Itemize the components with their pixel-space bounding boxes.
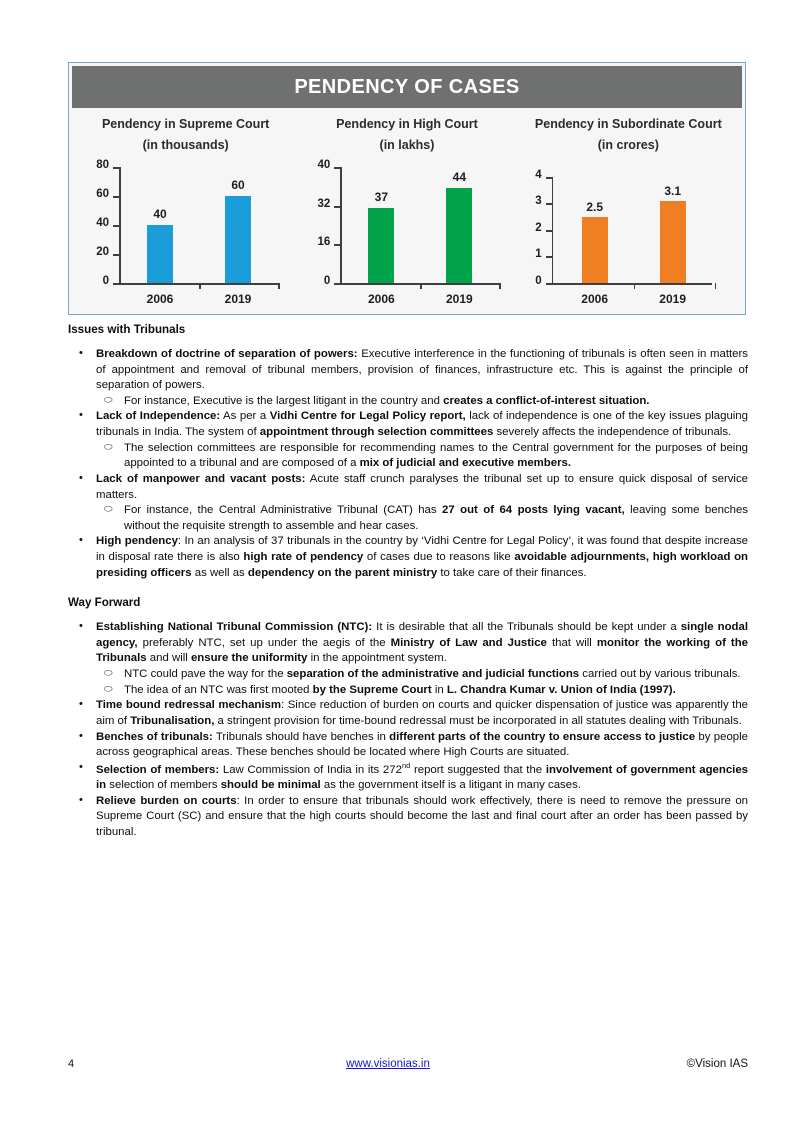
list-item	[68, 620, 748, 698]
bars-area	[342, 167, 500, 283]
y-tick-label: 0	[323, 275, 331, 288]
footer-website[interactable]	[188, 1058, 588, 1070]
sub-bullet-icon: ⬭	[104, 394, 113, 406]
y-tick	[96, 217, 120, 230]
bars-area	[121, 167, 279, 283]
y-tick	[317, 236, 341, 249]
list-item	[68, 472, 748, 535]
sub-bullet-icon: ⬭	[104, 504, 113, 516]
chart-high-court	[296, 114, 517, 307]
list-item	[68, 698, 748, 729]
charts-row	[69, 108, 745, 307]
sub-bullet-icon: ⬭	[104, 441, 113, 453]
y-tick-label: 1	[535, 248, 542, 261]
item-lead: Relieve burden on courts	[96, 794, 237, 807]
bar-2006	[147, 225, 173, 283]
item-body: a stringent provision for time-bound redressal must be incorporated in all statutes dealing with Tribunals.	[214, 714, 742, 727]
issues-list	[68, 347, 748, 581]
x-tick	[420, 283, 422, 289]
bullet-icon: •	[79, 760, 83, 773]
sub-item-bold: mix of judicial and executive members.	[359, 457, 572, 470]
ordinal-suffix: nd	[401, 760, 411, 770]
item-bold: avoidable adjournments, high workload on presiding officers	[96, 551, 748, 579]
sub-item-text: For instance, Executive is the largest litigant in the country and	[124, 394, 444, 407]
y-tick-label: 80	[96, 159, 109, 172]
item-body: : In order to ensure that tribunals should work effectively, there is need to remove the pressure on Supreme Court (SC) and ensure that the high courts should become the last and final court after an order has been passed by tribunal.	[96, 794, 748, 839]
x-axis	[552, 283, 712, 285]
y-tick	[535, 195, 553, 208]
item-body: that will	[546, 636, 597, 649]
y-tick-label: 60	[96, 188, 109, 201]
item-bold: monitor the working of the Tribunals	[96, 636, 749, 665]
x-tick	[634, 283, 636, 289]
chart-subtitle: (in lakhs)	[379, 137, 435, 152]
y-tick	[317, 198, 341, 211]
bar-2019	[660, 201, 686, 283]
heading-way-forward: Way Forward	[68, 596, 141, 610]
item-bold: Ministry of Law and Justice	[390, 636, 547, 649]
sub-item-bold: L. Chandra Kumar v. Union of India (1997).	[446, 683, 676, 696]
list-item-text	[96, 731, 748, 759]
infographic-title: PENDENCY OF CASES	[294, 75, 520, 98]
x-category-label: 2006	[581, 292, 609, 307]
y-tick-label: 40	[317, 159, 331, 172]
footer-copyright: ©Vision IAS	[686, 1058, 748, 1070]
bullet-icon: •	[79, 793, 83, 806]
chart-supreme-court	[75, 114, 296, 307]
bar-2019	[446, 188, 472, 283]
item-bold: involvement of government agencies in	[96, 763, 748, 792]
item-lead: Lack of manpower and vacant posts:	[96, 472, 306, 485]
chart-title: Pendency in Supreme Court	[101, 117, 270, 131]
bullet-icon: •	[79, 620, 83, 633]
sub-item-text: The selection committees are responsible for recommending names to the Central government for the purposes of being appointed to a tribunal and are composed of a	[124, 441, 748, 470]
item-bold: should be minimal	[220, 779, 321, 792]
sub-item-text: NTC could pave the way for the	[124, 668, 287, 680]
sub-list	[96, 441, 748, 472]
sub-item-bold: by the Supreme Court	[312, 683, 432, 696]
sub-list-item	[96, 441, 748, 472]
sub-item-bold: creates a conflict-of-interest situation.	[443, 394, 650, 407]
item-body: by people across geographical areas. These benches should be located where High Courts are situated.	[96, 730, 748, 759]
item-bold: dependency on the parent ministry	[247, 566, 438, 579]
y-tick	[323, 275, 341, 288]
y-tick-label: 4	[535, 169, 542, 182]
item-bold: single nodal agency,	[96, 621, 748, 649]
y-tick	[102, 275, 120, 288]
bar-value-2006: 37	[374, 190, 389, 205]
item-body: As per a	[220, 410, 270, 423]
list-item	[68, 761, 748, 794]
y-tick-label: 2	[535, 222, 542, 235]
list-item-text	[96, 410, 748, 438]
x-tick	[499, 283, 501, 289]
sub-bullet-icon: ⬭	[104, 683, 113, 695]
item-lead: Breakdown of doctrine of separation of powers:	[96, 347, 358, 360]
item-lead: Benches of tribunals:	[96, 730, 213, 743]
sub-item-text: in	[431, 683, 447, 696]
y-tick-label: 32	[317, 198, 331, 211]
item-body: lack of independence is one of the key issues plaguing tribunals in India. The system of	[96, 410, 748, 438]
y-tick	[535, 248, 553, 261]
item-bold: different parts of the country to ensure access to justice	[389, 730, 696, 743]
sub-item-text: For instance, the Central Administrative Tribunal (CAT) has	[124, 504, 443, 517]
y-tick	[317, 159, 341, 172]
sub-list	[96, 503, 748, 534]
bar-value-2019: 60	[231, 178, 245, 193]
y-tick	[96, 188, 120, 201]
bar-2006	[582, 217, 608, 283]
x-category-label: 2006	[367, 292, 395, 307]
x-category-label: 2006	[146, 292, 174, 307]
y-tick-label: 40	[96, 217, 109, 230]
bar-2006	[368, 208, 394, 283]
list-item-text	[96, 621, 748, 664]
y-tick	[96, 159, 120, 172]
plot-area	[75, 159, 296, 307]
item-body: : In an analysis of 37 tribunals in the country by ‘Vidhi Centre for Legal Policy’, it was found that despite increase in disposal rate there is also	[96, 535, 748, 563]
bullet-icon: •	[79, 534, 83, 547]
chart-subordinate-court	[518, 114, 739, 307]
chart-subtitle: (in crores)	[597, 137, 659, 152]
x-tick	[199, 283, 201, 289]
item-body: to take care of their finances.	[437, 566, 587, 579]
y-tick-label: 3	[535, 195, 542, 208]
sub-list	[96, 667, 748, 698]
infographic-header	[72, 66, 742, 108]
item-lead: Time bound redressal mechanism	[96, 699, 282, 712]
item-bold: Tribunalisation,	[130, 714, 215, 727]
item-lead: Establishing National Tribunal Commission (NTC):	[96, 621, 373, 634]
bar-value-2006: 40	[153, 207, 167, 222]
item-lead: High pendency	[96, 535, 178, 548]
item-body: report suggested that the	[410, 763, 546, 776]
y-tick	[535, 222, 553, 235]
item-body: Tribunals should have benches in	[212, 730, 390, 743]
pendency-infographic	[68, 62, 746, 315]
item-body: in the appointment system.	[307, 652, 447, 665]
bullet-icon: •	[79, 346, 83, 359]
sub-item-text: carried out by various tribunals.	[579, 668, 741, 680]
x-category-label: 2019	[659, 292, 687, 307]
footer-website-link[interactable]: www.visionias.in	[346, 1058, 430, 1070]
x-category-label: 2019	[224, 292, 252, 307]
plot-area	[518, 159, 739, 307]
item-lead: Selection of members:	[96, 763, 220, 776]
item-body: as the government itself is a litigant in many cases.	[320, 779, 581, 792]
bar-value-2019: 44	[452, 170, 467, 185]
list-item	[68, 409, 748, 472]
list-item	[68, 534, 748, 581]
item-body: It is desirable that all the Tribunals should be kept under a	[372, 621, 681, 634]
sub-list-item	[96, 683, 748, 699]
item-lead: Lack of Independence:	[96, 410, 221, 423]
list-item-text	[96, 795, 748, 838]
x-tick	[715, 283, 717, 289]
y-tick	[535, 275, 553, 288]
list-item-text	[96, 699, 748, 727]
bar-value-2019: 3.1	[664, 184, 681, 199]
list-item	[68, 347, 748, 410]
item-body: selection of members	[106, 779, 221, 792]
heading-issues-with-tribunals: Issues with Tribunals	[68, 323, 186, 336]
list-item	[68, 730, 748, 761]
bullet-icon: •	[79, 471, 83, 484]
item-bold: ensure the uniformity	[190, 652, 308, 665]
y-tick-label: 16	[317, 236, 331, 249]
list-item-text	[96, 535, 748, 578]
item-body: severely affects the independence of tribunals.	[493, 426, 732, 438]
plot-area	[296, 159, 517, 307]
item-body: as well as	[191, 566, 248, 579]
item-bold: appointment through selection committees	[259, 426, 494, 438]
chart-subtitle: (in thousands)	[142, 137, 229, 152]
x-category-label: 2019	[445, 292, 473, 307]
x-tick	[278, 283, 280, 289]
bullet-icon: •	[79, 698, 83, 711]
item-body: preferably NTC, set up under the aegis of the	[137, 636, 391, 649]
sub-list-item	[96, 394, 748, 410]
sub-item-text: leaving some benches without the requisite strength to assemble and hear cases.	[124, 504, 748, 532]
bullet-icon: •	[79, 409, 83, 422]
item-body: Law Commission of India in its 272	[219, 763, 402, 776]
list-item-text	[96, 348, 748, 391]
y-tick-label: 0	[102, 275, 109, 288]
sub-list-item	[96, 667, 748, 683]
document-body	[68, 322, 748, 841]
y-tick	[535, 169, 553, 182]
item-body: Executive interference in the functioning of tribunals is often seen in matters of appointment and removal of tribunal members, provision of finances, infrastructure etc. This is against the principle of separation of powers.	[96, 347, 748, 392]
item-body: of cases due to reasons like	[363, 551, 515, 563]
list-item-text	[96, 760, 748, 792]
chart-title: Pendency in Subordinate Court	[534, 117, 722, 131]
chart-title: Pendency in High Court	[336, 117, 478, 131]
bullet-icon: •	[79, 729, 83, 742]
sub-item-bold: 27 out of 64 posts lying vacant,	[442, 504, 625, 517]
footer-page-number: 4	[68, 1058, 75, 1070]
item-body: : Since reduction of burden on courts and quicker dispensation of justice was apparently the aim of	[96, 699, 748, 727]
sub-bullet-icon: ⬭	[104, 668, 113, 679]
list-item	[68, 794, 748, 841]
page-footer	[68, 1058, 748, 1070]
list-item-text	[96, 473, 748, 501]
y-tick-label: 20	[96, 246, 109, 259]
bars-area	[554, 177, 712, 283]
sub-item-text: The idea of an NTC was first mooted	[124, 683, 313, 696]
item-bold: high rate of pendency	[243, 551, 364, 563]
y-tick	[96, 246, 120, 259]
bar-value-2006: 2.5	[586, 200, 603, 215]
sub-item-bold: separation of the administrative and judicial functions	[286, 668, 580, 680]
sub-list-item	[96, 503, 748, 534]
sub-list	[96, 394, 748, 410]
item-body: Acute staff crunch paralyses the tribunal set up to ensure quick disposal of service matters.	[96, 472, 748, 501]
way-forward-list	[68, 620, 748, 841]
y-tick-label: 0	[535, 275, 542, 288]
item-body: and will	[146, 652, 191, 665]
bar-2019	[225, 196, 251, 283]
item-bold: Vidhi Centre for Legal Policy report,	[269, 410, 466, 423]
